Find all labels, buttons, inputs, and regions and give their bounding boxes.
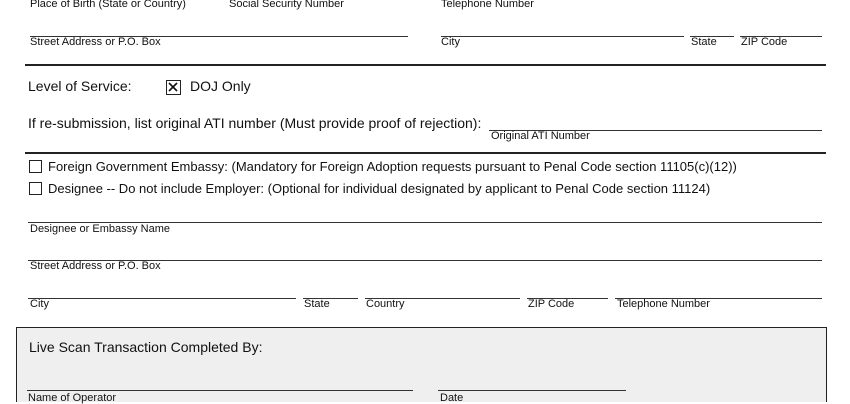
designee-telephone-label: Telephone Number <box>617 298 710 310</box>
designee-country-label: Country <box>366 298 405 310</box>
ssn-label: Social Security Number <box>229 0 344 10</box>
designee-street-label: Street Address or P.O. Box <box>30 260 161 272</box>
street-address-field[interactable] <box>30 22 408 36</box>
designee-state-label: State <box>304 298 330 310</box>
foreign-embassy-label: Foreign Government Embassy: (Mandatory for Foreign Adoption requests pursuant to Penal Code section 11105(c)(12)) <box>48 159 737 174</box>
resubmission-prompt: If re-submission, list original ATI number (Must provide proof of rejection): <box>28 115 482 131</box>
designee-city-line <box>28 298 296 299</box>
state-field[interactable] <box>690 22 734 36</box>
foreign-embassy-checkbox[interactable] <box>29 160 42 173</box>
city-field[interactable] <box>441 22 684 36</box>
operator-name-field[interactable] <box>27 375 413 389</box>
zip-label: ZIP Code <box>741 36 788 48</box>
date-label: Date <box>440 392 464 404</box>
designee-city-label: City <box>30 298 49 310</box>
section-divider <box>25 152 826 154</box>
designee-country-field[interactable] <box>365 284 520 298</box>
section-divider <box>25 64 826 66</box>
designee-telephone-field[interactable] <box>615 284 822 298</box>
telephone-label: Telephone Number <box>441 0 534 10</box>
date-line <box>438 390 626 391</box>
city-line <box>441 36 684 37</box>
operator-name-line <box>27 390 413 391</box>
designee-name-field[interactable] <box>28 208 822 222</box>
original-ati-number-field[interactable] <box>489 116 822 130</box>
zip-field[interactable] <box>740 22 822 36</box>
designee-street-field[interactable] <box>28 246 822 260</box>
designee-state-field[interactable] <box>303 284 358 298</box>
level-of-service-label: Level of Service: <box>28 78 132 94</box>
place-of-birth-label: Place of Birth (State or Country) <box>30 0 186 10</box>
doj-only-checkbox[interactable] <box>166 80 181 95</box>
live-scan-section <box>16 327 827 402</box>
city-label: City <box>441 36 460 48</box>
operator-name-label: Name of Operator <box>28 392 117 404</box>
original-ati-label: Original ATI Number <box>491 130 590 142</box>
designee-label: Designee -- Do not include Employer: (Optional for individual designated by applicant to Penal Code section 11124) <box>48 181 711 196</box>
street-address-label: Street Address or P.O. Box <box>30 36 161 48</box>
checkmark-x-icon <box>167 81 179 93</box>
designee-zip-field[interactable] <box>527 284 608 298</box>
designee-checkbox[interactable] <box>29 182 42 195</box>
designee-name-label: Designee or Embassy Name <box>30 223 171 235</box>
designee-city-field[interactable] <box>28 284 296 298</box>
doj-only-label: DOJ Only <box>190 78 251 94</box>
date-field[interactable] <box>438 375 626 389</box>
live-scan-heading: Live Scan Transaction Completed By: <box>29 339 263 355</box>
designee-zip-label: ZIP Code <box>528 298 575 310</box>
state-label: State <box>691 36 717 48</box>
